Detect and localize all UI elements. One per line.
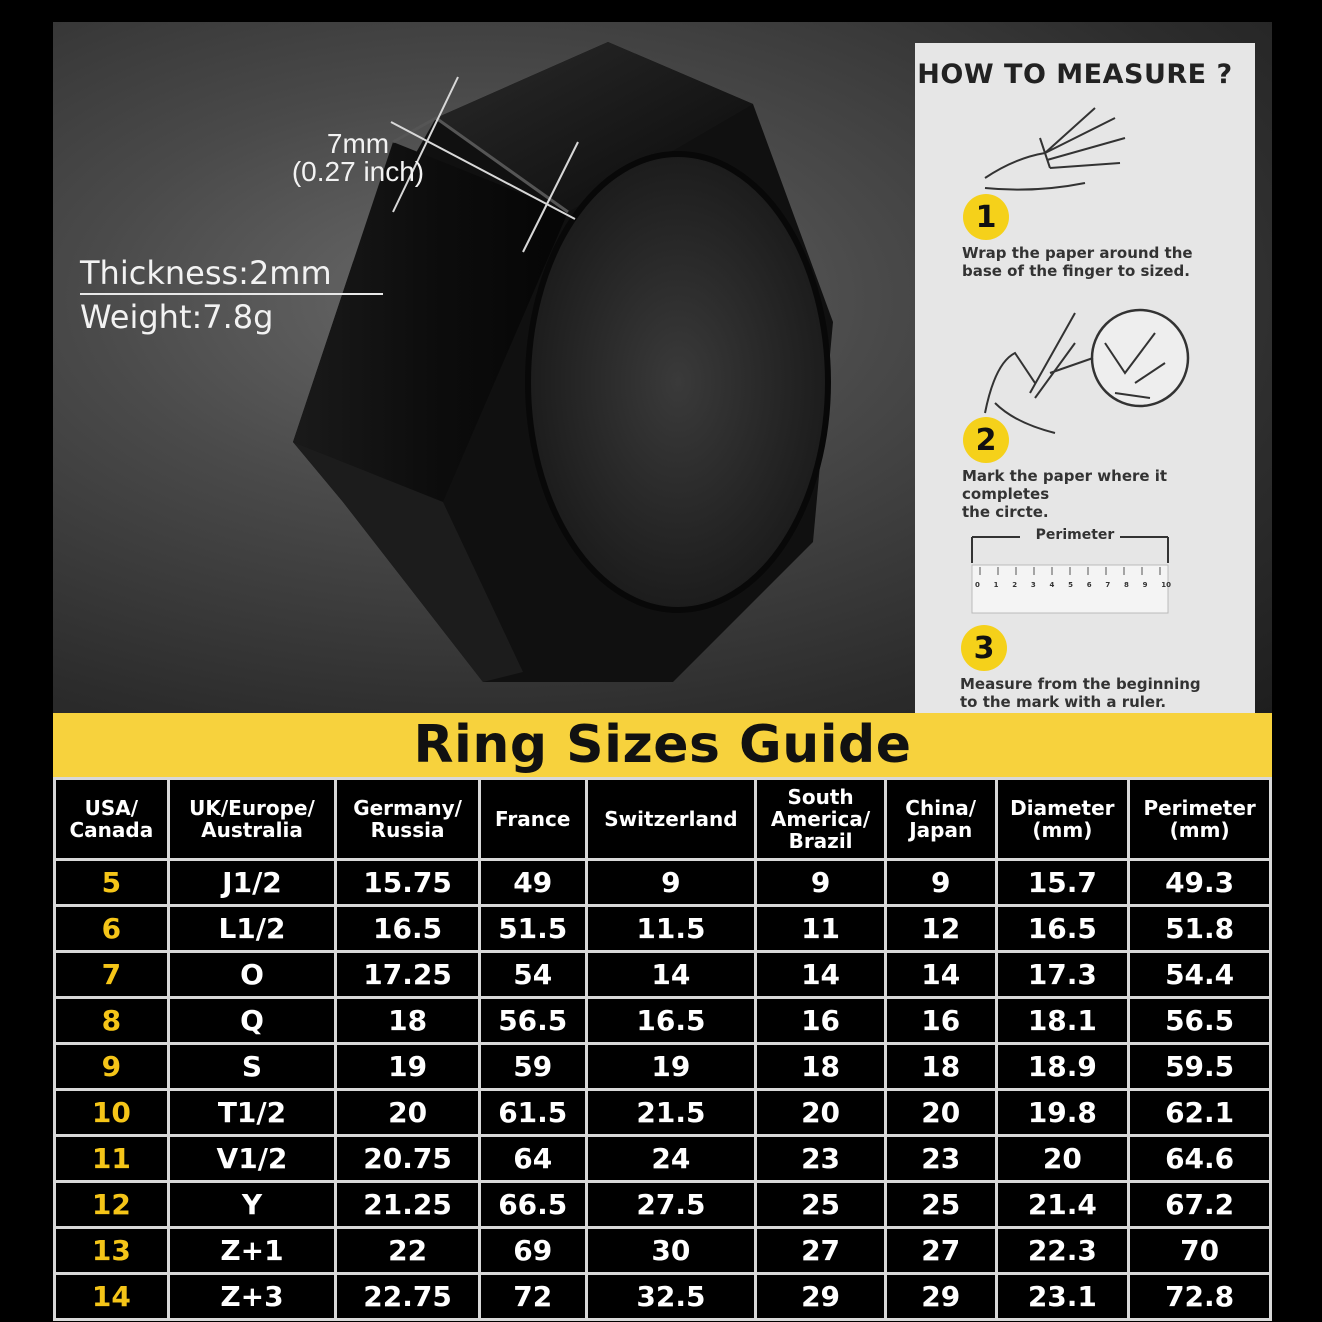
ruler-label: Perimeter [1035, 527, 1115, 543]
table-cell: 69 [479, 1228, 586, 1274]
table-cell: 64 [479, 1136, 586, 1182]
column-header [55, 779, 169, 860]
table-cell: 70 [1129, 1228, 1271, 1274]
table-cell: 9 [885, 860, 996, 906]
column-header [996, 779, 1129, 860]
table-cell: Y [168, 1182, 336, 1228]
column-header-line: South [787, 785, 854, 809]
table-cell: 18 [885, 1044, 996, 1090]
table-cell: 21.5 [586, 1090, 756, 1136]
table-cell: Q [168, 998, 336, 1044]
step-2-line-1: Mark the paper where it completes [962, 467, 1168, 503]
table-cell: 54.4 [1129, 952, 1271, 998]
table-cell: 25 [885, 1182, 996, 1228]
table-row [55, 1182, 1271, 1228]
table-cell: 18.9 [996, 1044, 1129, 1090]
column-header-line: Perimeter [1143, 796, 1256, 820]
step-3-text [960, 675, 1201, 711]
table-cell: 16 [756, 998, 886, 1044]
table-cell: 24 [586, 1136, 756, 1182]
table-cell: 23 [885, 1136, 996, 1182]
step-3-badge: 3 [961, 625, 1007, 671]
table-cell: 59 [479, 1044, 586, 1090]
table-cell: 72 [479, 1274, 586, 1320]
table-cell: 20 [336, 1090, 480, 1136]
ruler-number: 3 [1030, 581, 1036, 589]
column-header-line: (mm) [1032, 818, 1093, 842]
table-row [55, 1136, 1271, 1182]
column-header-line: USA/ [84, 796, 139, 820]
table-cell: 20 [996, 1136, 1129, 1182]
table-cell: 14 [55, 1274, 169, 1320]
ruler-number: 6 [1086, 581, 1092, 589]
column-header [1129, 779, 1271, 860]
table-cell: 51.8 [1129, 906, 1271, 952]
mark-paper-icon [975, 303, 1195, 453]
step-3-line-1: Measure from the beginning [960, 675, 1201, 693]
thickness-spec: Thickness:2mm [80, 254, 332, 292]
step-1-text [962, 244, 1193, 280]
table-cell: 12 [885, 906, 996, 952]
table-cell: 56.5 [479, 998, 586, 1044]
column-header-line: France [495, 807, 571, 831]
table-cell: 67.2 [1129, 1182, 1271, 1228]
table-cell: 18 [756, 1044, 886, 1090]
ruler-number: 2 [1012, 581, 1018, 589]
table-cell: 49 [479, 860, 586, 906]
step-3-line-2: to the mark with a ruler. [960, 693, 1167, 711]
table-cell: 14 [885, 952, 996, 998]
table-cell: 11 [55, 1136, 169, 1182]
table-cell: 21.25 [336, 1182, 480, 1228]
table-cell: 18 [336, 998, 480, 1044]
table-cell: 20 [885, 1090, 996, 1136]
table-cell: 14 [586, 952, 756, 998]
column-header [168, 779, 336, 860]
table-cell: 17.25 [336, 952, 480, 998]
step-2-line-2: the circte. [962, 503, 1049, 521]
ruler-number: 8 [1124, 581, 1129, 589]
table-cell: 62.1 [1129, 1090, 1271, 1136]
table-cell: 59.5 [1129, 1044, 1271, 1090]
table-cell: 14 [756, 952, 886, 998]
table-cell: 16.5 [336, 906, 480, 952]
table-cell: 22 [336, 1228, 480, 1274]
step-2-badge: 2 [963, 417, 1009, 463]
table-cell: 5 [55, 860, 169, 906]
table-row [55, 860, 1271, 906]
table-body [55, 860, 1271, 1320]
table-cell: 16.5 [586, 998, 756, 1044]
table-cell: 27.5 [586, 1182, 756, 1228]
table-cell: 61.5 [479, 1090, 586, 1136]
table-cell: 27 [885, 1228, 996, 1274]
table-cell: 22.75 [336, 1274, 480, 1320]
table-cell: 56.5 [1129, 998, 1271, 1044]
column-header-line: China/ [905, 796, 977, 820]
column-header [336, 779, 480, 860]
table-row [55, 1228, 1271, 1274]
how-to-measure-panel [915, 43, 1255, 713]
column-header [885, 779, 996, 860]
table-cell: 19 [586, 1044, 756, 1090]
table-row [55, 998, 1271, 1044]
table-cell: 20.75 [336, 1136, 480, 1182]
table-cell: 9 [756, 860, 886, 906]
table-cell: 23 [756, 1136, 886, 1182]
table-cell: 23.1 [996, 1274, 1129, 1320]
table-cell: 15.7 [996, 860, 1129, 906]
table-cell: 15.75 [336, 860, 480, 906]
table-cell: 18.1 [996, 998, 1129, 1044]
ruler-number: 1 [993, 581, 999, 589]
table-cell: 9 [55, 1044, 169, 1090]
table-row [55, 906, 1271, 952]
ruler-number: 9 [1142, 581, 1148, 589]
width-dimension-label [253, 130, 463, 186]
step-1-line-1: Wrap the paper around the [962, 244, 1193, 262]
table-cell: 12 [55, 1182, 169, 1228]
column-header-line: America/ [770, 807, 871, 831]
table-cell: 19.8 [996, 1090, 1129, 1136]
step-1-badge: 1 [963, 194, 1009, 240]
hand-wrap-icon [975, 98, 1135, 208]
table-cell: 17.3 [996, 952, 1129, 998]
ruler-numbers [975, 581, 1171, 589]
column-header-line: (mm) [1169, 818, 1230, 842]
table-row [55, 1090, 1271, 1136]
column-header-line: UK/Europe/ [189, 796, 315, 820]
table-cell: 6 [55, 906, 169, 952]
table-cell: S [168, 1044, 336, 1090]
ring-size-table [53, 777, 1272, 1321]
table-cell: Z+1 [168, 1228, 336, 1274]
table-cell: 10 [55, 1090, 169, 1136]
table-cell: 13 [55, 1228, 169, 1274]
column-header-line: Russia [370, 818, 445, 842]
table-row [55, 1274, 1271, 1320]
table-cell: 9 [586, 860, 756, 906]
table-cell: 16.5 [996, 906, 1129, 952]
ruler-number: 7 [1105, 581, 1111, 589]
table-cell: 16 [885, 998, 996, 1044]
table-cell: 8 [55, 998, 169, 1044]
column-header-line: Japan [909, 818, 973, 842]
ruler-number: 0 [975, 581, 980, 589]
spec-divider [80, 293, 383, 295]
column-header-line: Diameter [1010, 796, 1115, 820]
column-header-line: Switzerland [604, 807, 738, 831]
table-header-row [55, 779, 1271, 860]
column-header-line: Canada [69, 818, 154, 842]
table-cell: 72.8 [1129, 1274, 1271, 1320]
table-cell: L1/2 [168, 906, 336, 952]
step-2-text [962, 467, 1255, 521]
column-header-line: Brazil [788, 829, 853, 853]
table-cell: 20 [756, 1090, 886, 1136]
column-header-line: Germany/ [353, 796, 462, 820]
table-cell: 64.6 [1129, 1136, 1271, 1182]
table-cell: 11 [756, 906, 886, 952]
table-row [55, 952, 1271, 998]
table-cell: Z+3 [168, 1274, 336, 1320]
table-cell: 32.5 [586, 1274, 756, 1320]
table-row [55, 1044, 1271, 1090]
ruler-number: 4 [1049, 581, 1055, 589]
table-cell: 7 [55, 952, 169, 998]
table-cell: 29 [885, 1274, 996, 1320]
ring-size-guide-title: Ring Sizes Guide [413, 715, 912, 775]
column-header [756, 779, 886, 860]
ruler-number: 10 [1161, 581, 1171, 589]
weight-spec: Weight:7.8g [80, 298, 274, 336]
width-mm: 7mm [326, 128, 390, 159]
table-cell: J1/2 [168, 860, 336, 906]
table-cell: 19 [336, 1044, 480, 1090]
table-cell: O [168, 952, 336, 998]
ring-size-guide-banner [53, 713, 1272, 777]
column-header-line: Australia [201, 818, 303, 842]
how-to-measure-title: HOW TO MEASURE ? [917, 59, 1233, 90]
table-cell: 22.3 [996, 1228, 1129, 1274]
column-header [586, 779, 756, 860]
table-cell: 54 [479, 952, 586, 998]
table-cell: 27 [756, 1228, 886, 1274]
ruler-number: 5 [1068, 581, 1073, 589]
column-header [479, 779, 586, 860]
table-cell: 66.5 [479, 1182, 586, 1228]
table-cell: 51.5 [479, 906, 586, 952]
table-cell: 25 [756, 1182, 886, 1228]
table-cell: 30 [586, 1228, 756, 1274]
table-cell: 11.5 [586, 906, 756, 952]
width-inch: (0.27 inch) [291, 156, 425, 187]
table-cell: 49.3 [1129, 860, 1271, 906]
table-cell: T1/2 [168, 1090, 336, 1136]
step-1-line-2: base of the finger to sized. [962, 262, 1190, 280]
table-cell: 29 [756, 1274, 886, 1320]
table-cell: V1/2 [168, 1136, 336, 1182]
table-cell: 21.4 [996, 1182, 1129, 1228]
